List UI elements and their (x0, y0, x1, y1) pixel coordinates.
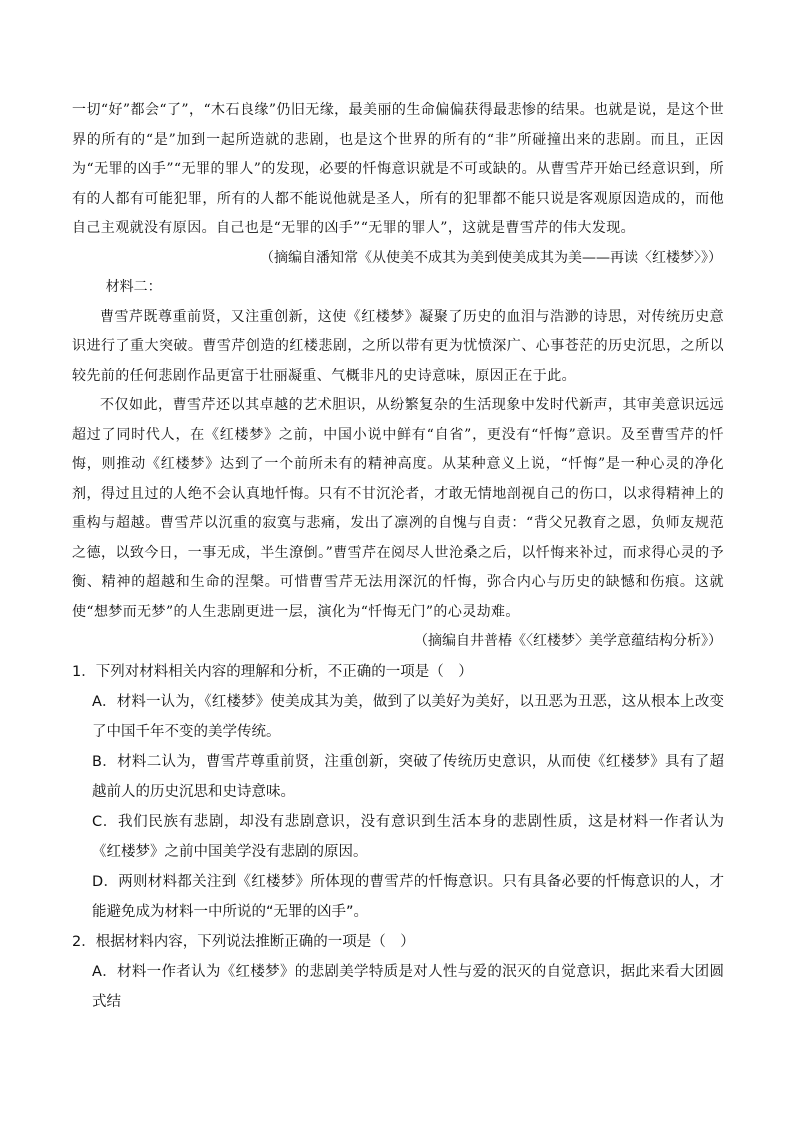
question-1-option-c: C．我们民族有悲剧，却没有悲剧意识，没有意识到生活本身的悲剧性质，这是材料一作者认为《红楼梦》之前中国美学没有悲剧的原因。 (92, 813, 724, 860)
material2-paragraph-1: 曹雪芹既尊重前贤，又注重创新，这使《红楼梦》凝聚了历史的血泪与浩渺的诗思，对传统历史意识进行了重大突破。曹雪芹创造的红楼悲剧，之所以带有更为忧愤深广、心事苍茫的历史沉思，之所以较先前的任何悲剧作品更富于壮丽凝重、气概非凡的史诗意味，原因正在于此。 (72, 308, 724, 384)
question-1-option-a: A．材料一认为，《红楼梦》使美成其为美，做到了以美好为美好，以丑恶为丑恶，这从根本上改变了中国千年不变的美学传统。 (92, 693, 724, 740)
question-1 (72, 657, 724, 927)
material1-tail-paragraph: 一切“好”都会“了”，“木石良缘”仍旧无缘，最美丽的生命偏偏获得最悲惨的结果。也就是说，是这个世界的所有的“是”加到一起所造就的悲剧，也是这个世界的所有的“非”所碰撞出来的悲剧。而且，正因为“无罪的凶手”“无罪的罪人”的发现，必要的忏悔意识就是不可或缺的。从曹雪芹开始已经意识到，所有的人都有可能犯罪，所有的人都不能说他就是圣人，所有的犯罪都不能只说是客观原因造成的，而他自己主观就没有原因。自己也是“无罪的凶手”“无罪的罪人”，这就是曹雪芹的伟大发现。 (72, 102, 724, 236)
material2-heading: 材料二： (105, 279, 162, 295)
material1-source: （摘编自潘知常《从使美不成其为美到使美成其为美——再读〈红楼梦〉》） (260, 249, 722, 266)
material2-paragraph-2: 不仅如此，曹雪芹还以其卓越的艺术胆识，从纷繁复杂的生活现象中发时代新声，其审美意识远远超过了同时代人，在《红楼梦》之前，中国小说中鲜有“自省”，更没有“忏悔”意识。及至曹雪芹的忏悔，则推动《红楼梦》达到了一个前所未有的精神高度。从某种意义上说，“忏悔”是一种心灵的净化剂，得过且过的人绝不会认真地忏悔。只有不甘沉沦者，才敢无情地剖视自己的伤口，以求得精神上的重构与超越。曹雪芹以沉重的寂寞与悲痛，发出了凛冽的自愧与自责：“背父兄教育之恩，负师友规范之德，以致今日，一事无成，半生潦倒。”曹雪芹在阅尽人世沧桑之后，以忏悔来补过，而求得心灵的予衡、精神的超越和生命的涅槃。可惜曹雪芹无法用深沉的忏悔，弥合内心与历史的缺憾和伤痕。这就使“想梦而无梦”的人生悲剧更进一层，演化为“忏悔无门”的心灵劫难。 (72, 397, 724, 620)
question-2-option-a: A．材料一作者认为《红楼梦》的悲剧美学特质是对人性与爱的泯灭的自觉意识，据此来看大团圆式结 (92, 963, 724, 1010)
material2-source: （摘编自井普椿《〈红楼梦〉美学意蕴结构分析》） (414, 633, 722, 649)
question-1-option-d: D．两则材料都关注到《红楼梦》所体现的曹雪芹的忏悔意识。只有具备必要的忏悔意识的人，才能避免成为材料一中所说的“无罪的凶手”。 (92, 873, 724, 920)
question-1-stem: 1．下列对材料相关内容的理解和分析，不正确的一项是（ ） (72, 663, 473, 680)
question-2-stem: 2．根据材料内容，下列说法推断正确的一项是（ ） (72, 933, 415, 950)
question-1-option-b: B．材料二认为，曹雪芹尊重前贤，注重创新，突破了传统历史意识，从而使《红楼梦》具有了超越前人的历史沉思和史诗意味。 (92, 753, 724, 800)
document-page (72, 96, 724, 1017)
question-2 (72, 927, 724, 1017)
